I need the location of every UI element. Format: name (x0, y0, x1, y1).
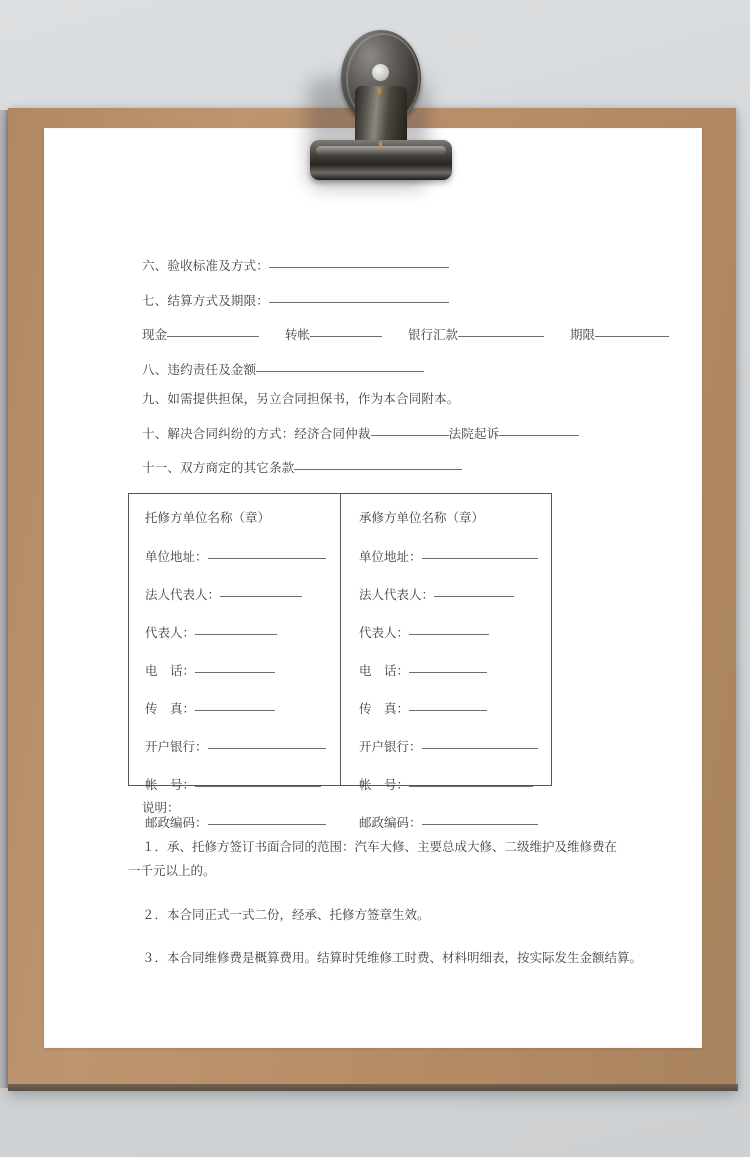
payment-bank-remittance (408, 324, 544, 342)
repairing-field-blank[interactable] (409, 698, 487, 711)
payment-term-label: 期限 (570, 327, 596, 342)
entrusting-field-blank[interactable] (195, 660, 275, 673)
repairing-field-blank[interactable] (434, 584, 514, 597)
clause-8-blank[interactable] (256, 359, 424, 372)
repairing-field-row (359, 660, 551, 679)
clause-11-label: 十一、双方商定的其它条款 (142, 460, 295, 475)
notes-section (128, 798, 643, 990)
repairing-field-row (359, 584, 551, 603)
clause-6-label: 六、验收标准及方式： (142, 258, 270, 273)
clipboard-bottom-edge (8, 1084, 738, 1091)
entrusting-field-label: 单位地址： (145, 549, 208, 564)
clip-disc-hole (372, 64, 389, 81)
repairing-field-label: 邮政编码： (359, 815, 422, 830)
entrusting-field-blank[interactable] (208, 736, 326, 749)
clip-rivet-lower (379, 141, 382, 147)
payment-term (570, 324, 669, 342)
payment-cash (142, 324, 259, 342)
entrusting-field-row (145, 736, 340, 755)
clause-8-label: 八、违约责任及金额 (142, 361, 257, 377)
clause-9-text: 九、如需提供担保，另立合同担保书，作为本合同附本。 (142, 391, 460, 406)
entrusting-field-row (145, 660, 340, 679)
entrusting-field-row (145, 698, 340, 717)
payment-method-row (128, 324, 628, 342)
entrusting-party-fields (145, 546, 340, 831)
clipboard-left-edge (0, 110, 8, 1088)
entrusting-field-row (145, 546, 340, 565)
repairing-field-label: 开户银行： (359, 739, 422, 754)
repairing-field-row (359, 774, 551, 793)
document-body (128, 255, 628, 492)
signature-column-repairing (340, 494, 551, 830)
clause-11 (128, 457, 628, 475)
clause-10-label: 十、解决合同纠纷的方式：经济合同仲裁 (142, 425, 371, 441)
entrusting-field-row (145, 584, 340, 603)
entrusting-field-label: 法人代表人： (145, 587, 221, 602)
repairing-field-row (359, 698, 551, 717)
clause-8 (128, 359, 628, 377)
repairing-field-blank[interactable] (409, 660, 487, 673)
clause-10 (128, 423, 628, 441)
entrusting-field-label: 电 话： (145, 663, 196, 678)
repairing-field-blank[interactable] (422, 546, 538, 559)
clause-6 (128, 255, 628, 273)
repairing-field-row (359, 622, 551, 641)
repairing-field-blank[interactable] (422, 736, 538, 749)
clause-10-label2: 法院起诉 (448, 425, 500, 441)
repairing-field-label: 帐 号： (359, 777, 410, 792)
payment-bank-blank[interactable] (458, 324, 544, 337)
notes-heading: 说明： (142, 800, 180, 815)
entrusting-field-label: 邮政编码： (145, 815, 208, 830)
repairing-field-row (359, 546, 551, 565)
entrusting-field-blank[interactable] (220, 584, 302, 597)
repairing-field-blank[interactable] (409, 622, 489, 635)
entrusting-field-blank[interactable] (195, 698, 275, 711)
entrusting-party-title: 托修方单位名称（章） (145, 510, 271, 525)
clause-10-lawsuit-blank[interactable] (499, 423, 579, 436)
repairing-field-label: 电 话： (359, 663, 410, 678)
note-item-2: ２．本合同正式一式二份，经承、托修方签章生效。 (142, 906, 430, 922)
repairing-field-blank[interactable] (409, 774, 533, 787)
clause-11-blank[interactable] (294, 457, 462, 470)
clause-10-arbitration-blank[interactable] (371, 423, 449, 436)
clip-bar-highlight (316, 146, 446, 155)
repairing-field-label: 单位地址： (359, 549, 422, 564)
clause-7-label: 七、结算方式及期限： (142, 292, 270, 308)
entrusting-field-blank[interactable] (195, 774, 321, 787)
entrusting-field-row (145, 622, 340, 641)
payment-term-blank[interactable] (595, 324, 669, 337)
payment-cash-blank[interactable] (167, 324, 259, 337)
clause-7 (128, 290, 628, 308)
repairing-field-label: 法人代表人： (359, 587, 435, 602)
clipboard-clip[interactable] (300, 28, 460, 186)
payment-cash-label: 现金 (142, 327, 168, 342)
note-item-3: ３．本合同维修费是概算费用。结算时凭维修工时费、材料明细表，按实际发生金额结算。 (142, 950, 643, 966)
repairing-party-title: 承修方单位名称（章） (359, 510, 485, 525)
payment-bank-label: 银行汇款 (408, 327, 459, 342)
payment-transfer-blank[interactable] (310, 324, 382, 337)
repairing-field-row (359, 736, 551, 755)
entrusting-field-blank[interactable] (208, 546, 326, 559)
clause-6-blank[interactable] (269, 255, 449, 268)
payment-transfer-label: 转帐 (285, 327, 311, 342)
clause-7-blank[interactable] (269, 290, 449, 303)
clip-rivet-upper (378, 88, 381, 94)
entrusting-field-row (145, 774, 340, 793)
entrusting-field-label: 帐 号： (145, 777, 196, 792)
repairing-party-fields (359, 546, 551, 831)
repairing-field-label: 传 真： (359, 701, 410, 716)
entrusting-field-label: 开户银行： (145, 739, 208, 754)
note-item-1: １．承、托修方签订书面合同的范围：汽车大修、主要总成大修、二级维护及维修费在一千元以上的。 (128, 839, 618, 879)
payment-transfer (285, 324, 382, 342)
entrusting-field-blank[interactable] (195, 622, 277, 635)
entrusting-field-label: 传 真： (145, 701, 196, 716)
clause-9 (128, 393, 628, 406)
repairing-field-label: 代表人： (359, 625, 410, 640)
entrusting-field-label: 代表人： (145, 625, 196, 640)
